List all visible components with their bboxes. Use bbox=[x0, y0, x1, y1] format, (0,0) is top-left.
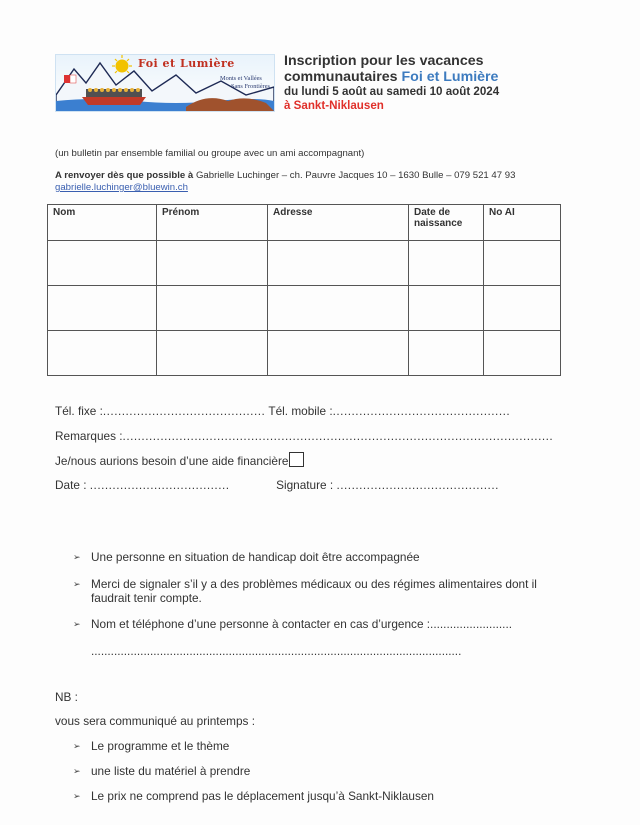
contact-email-link[interactable]: gabrielle.luchinger@bluewin.ch bbox=[55, 182, 188, 193]
list-item-text: Une personne en situation de handicap doit être accompagnée bbox=[91, 550, 420, 564]
list-item-text: Merci de signaler s’il y a des problèmes médicaux ou des régimes alimentaires dont il faudrait tenir compte. bbox=[91, 577, 537, 605]
list-item-text: une liste du matériel à prendre bbox=[91, 764, 251, 778]
cell-prenom[interactable] bbox=[157, 286, 268, 331]
arrow-right-icon: ➢ bbox=[73, 619, 81, 629]
title-line-1: Inscription pour les vacances bbox=[284, 53, 484, 69]
title-dates: du lundi 5 août au samedi 10 août 2024 bbox=[284, 85, 500, 98]
list-item bbox=[73, 789, 434, 803]
logo-subtitle-line-1: Monts et Vallées bbox=[220, 75, 262, 82]
aide-checkbox[interactable] bbox=[289, 452, 304, 467]
arrow-right-icon: ➢ bbox=[73, 791, 81, 801]
arrow-right-icon: ➢ bbox=[73, 552, 81, 562]
date-field[interactable]: ..................................... bbox=[89, 478, 230, 492]
remarques-field[interactable]: .................................................................................................................. bbox=[122, 429, 554, 443]
list-item bbox=[73, 764, 250, 778]
col-date-naissance: Date de naissance bbox=[409, 205, 484, 241]
nb-label: NB : bbox=[55, 690, 78, 704]
form-title bbox=[284, 53, 624, 113]
cell-date-naissance[interactable] bbox=[409, 331, 484, 376]
foi-et-lumiere-logo bbox=[55, 54, 275, 112]
cell-nom[interactable] bbox=[48, 286, 157, 331]
logo-title: Foi et Lumière bbox=[138, 57, 235, 70]
send-address: Gabrielle Luchinger – ch. Pauvre Jacques 10 – 1630 Bulle – 079 521 47 93 bbox=[193, 170, 516, 181]
cell-date-naissance[interactable] bbox=[409, 286, 484, 331]
list-item-text[interactable]: Nom et téléphone d’une personne à contacter en cas d’urgence :......................... bbox=[91, 617, 512, 631]
arrow-right-icon: ➢ bbox=[73, 741, 81, 751]
remarks-line bbox=[55, 429, 553, 443]
date-label: Date : bbox=[55, 478, 87, 492]
col-adresse: Adresse bbox=[268, 205, 409, 241]
phone-line bbox=[55, 404, 510, 418]
spring-info-label: vous sera communiqué au printemps : bbox=[55, 714, 255, 728]
list-item bbox=[73, 739, 229, 753]
participants-table bbox=[47, 204, 561, 376]
bulletin-note: (un bulletin par ensemble familial ou groupe avec un ami accompagnant) bbox=[55, 148, 365, 159]
logo-subtitle-line-2: Sans Frontières bbox=[230, 82, 270, 90]
cell-prenom[interactable] bbox=[157, 241, 268, 286]
remarques-label: Remarques : bbox=[55, 429, 123, 443]
arrow-right-icon: ➢ bbox=[73, 579, 81, 589]
aide-label: Je/nous aurions besoin d’une aide financière bbox=[55, 454, 289, 468]
cell-no-ai[interactable] bbox=[484, 241, 561, 286]
list-item bbox=[73, 577, 563, 605]
date-signature-line bbox=[55, 478, 499, 492]
col-prenom: Prénom bbox=[157, 205, 268, 241]
cell-nom[interactable] bbox=[48, 241, 157, 286]
cell-adresse[interactable] bbox=[268, 286, 409, 331]
cell-no-ai[interactable] bbox=[484, 286, 561, 331]
title-line-2 bbox=[284, 69, 624, 85]
table-header-row bbox=[48, 205, 561, 241]
send-instructions bbox=[55, 170, 615, 194]
list-item-text: Le prix ne comprend pas le déplacement jusqu’à Sankt-Niklausen bbox=[91, 789, 434, 803]
table-row bbox=[48, 241, 561, 286]
table-row bbox=[48, 331, 561, 376]
financial-aid-line bbox=[55, 452, 304, 468]
list-item bbox=[73, 550, 420, 564]
cell-date-naissance[interactable] bbox=[409, 241, 484, 286]
cell-nom[interactable] bbox=[48, 331, 157, 376]
tel-mobile-field[interactable]: ............................................... bbox=[332, 404, 511, 418]
cell-adresse[interactable] bbox=[268, 241, 409, 286]
title-line-2-prefix: communautaires bbox=[284, 69, 402, 85]
cell-no-ai[interactable] bbox=[484, 331, 561, 376]
send-label: A renvoyer dès que possible à bbox=[55, 170, 194, 181]
list-item-text: Le programme et le thème bbox=[91, 739, 230, 753]
emergency-contact-continuation[interactable] bbox=[73, 644, 461, 658]
signature-label: Signature : bbox=[276, 478, 334, 492]
logo-subtitle bbox=[220, 75, 272, 90]
arrow-right-icon: ➢ bbox=[73, 766, 81, 776]
col-nom: Nom bbox=[48, 205, 157, 241]
tel-fixe-label: Tél. fixe : bbox=[55, 404, 103, 418]
emergency-contact-field[interactable]: ................................................................................................................. bbox=[91, 644, 462, 658]
title-location: à Sankt-Niklausen bbox=[284, 99, 384, 112]
signature-field[interactable]: ........................................... bbox=[336, 478, 499, 492]
cell-adresse[interactable] bbox=[268, 331, 409, 376]
cell-prenom[interactable] bbox=[157, 331, 268, 376]
table-row bbox=[48, 286, 561, 331]
tel-fixe-field[interactable]: ........................................... bbox=[102, 404, 266, 418]
col-no-ai: No AI bbox=[484, 205, 561, 241]
tel-mobile-label: Tél. mobile : bbox=[268, 404, 333, 418]
list-item bbox=[73, 617, 512, 631]
title-line-2-highlight: Foi et Lumière bbox=[401, 69, 499, 85]
